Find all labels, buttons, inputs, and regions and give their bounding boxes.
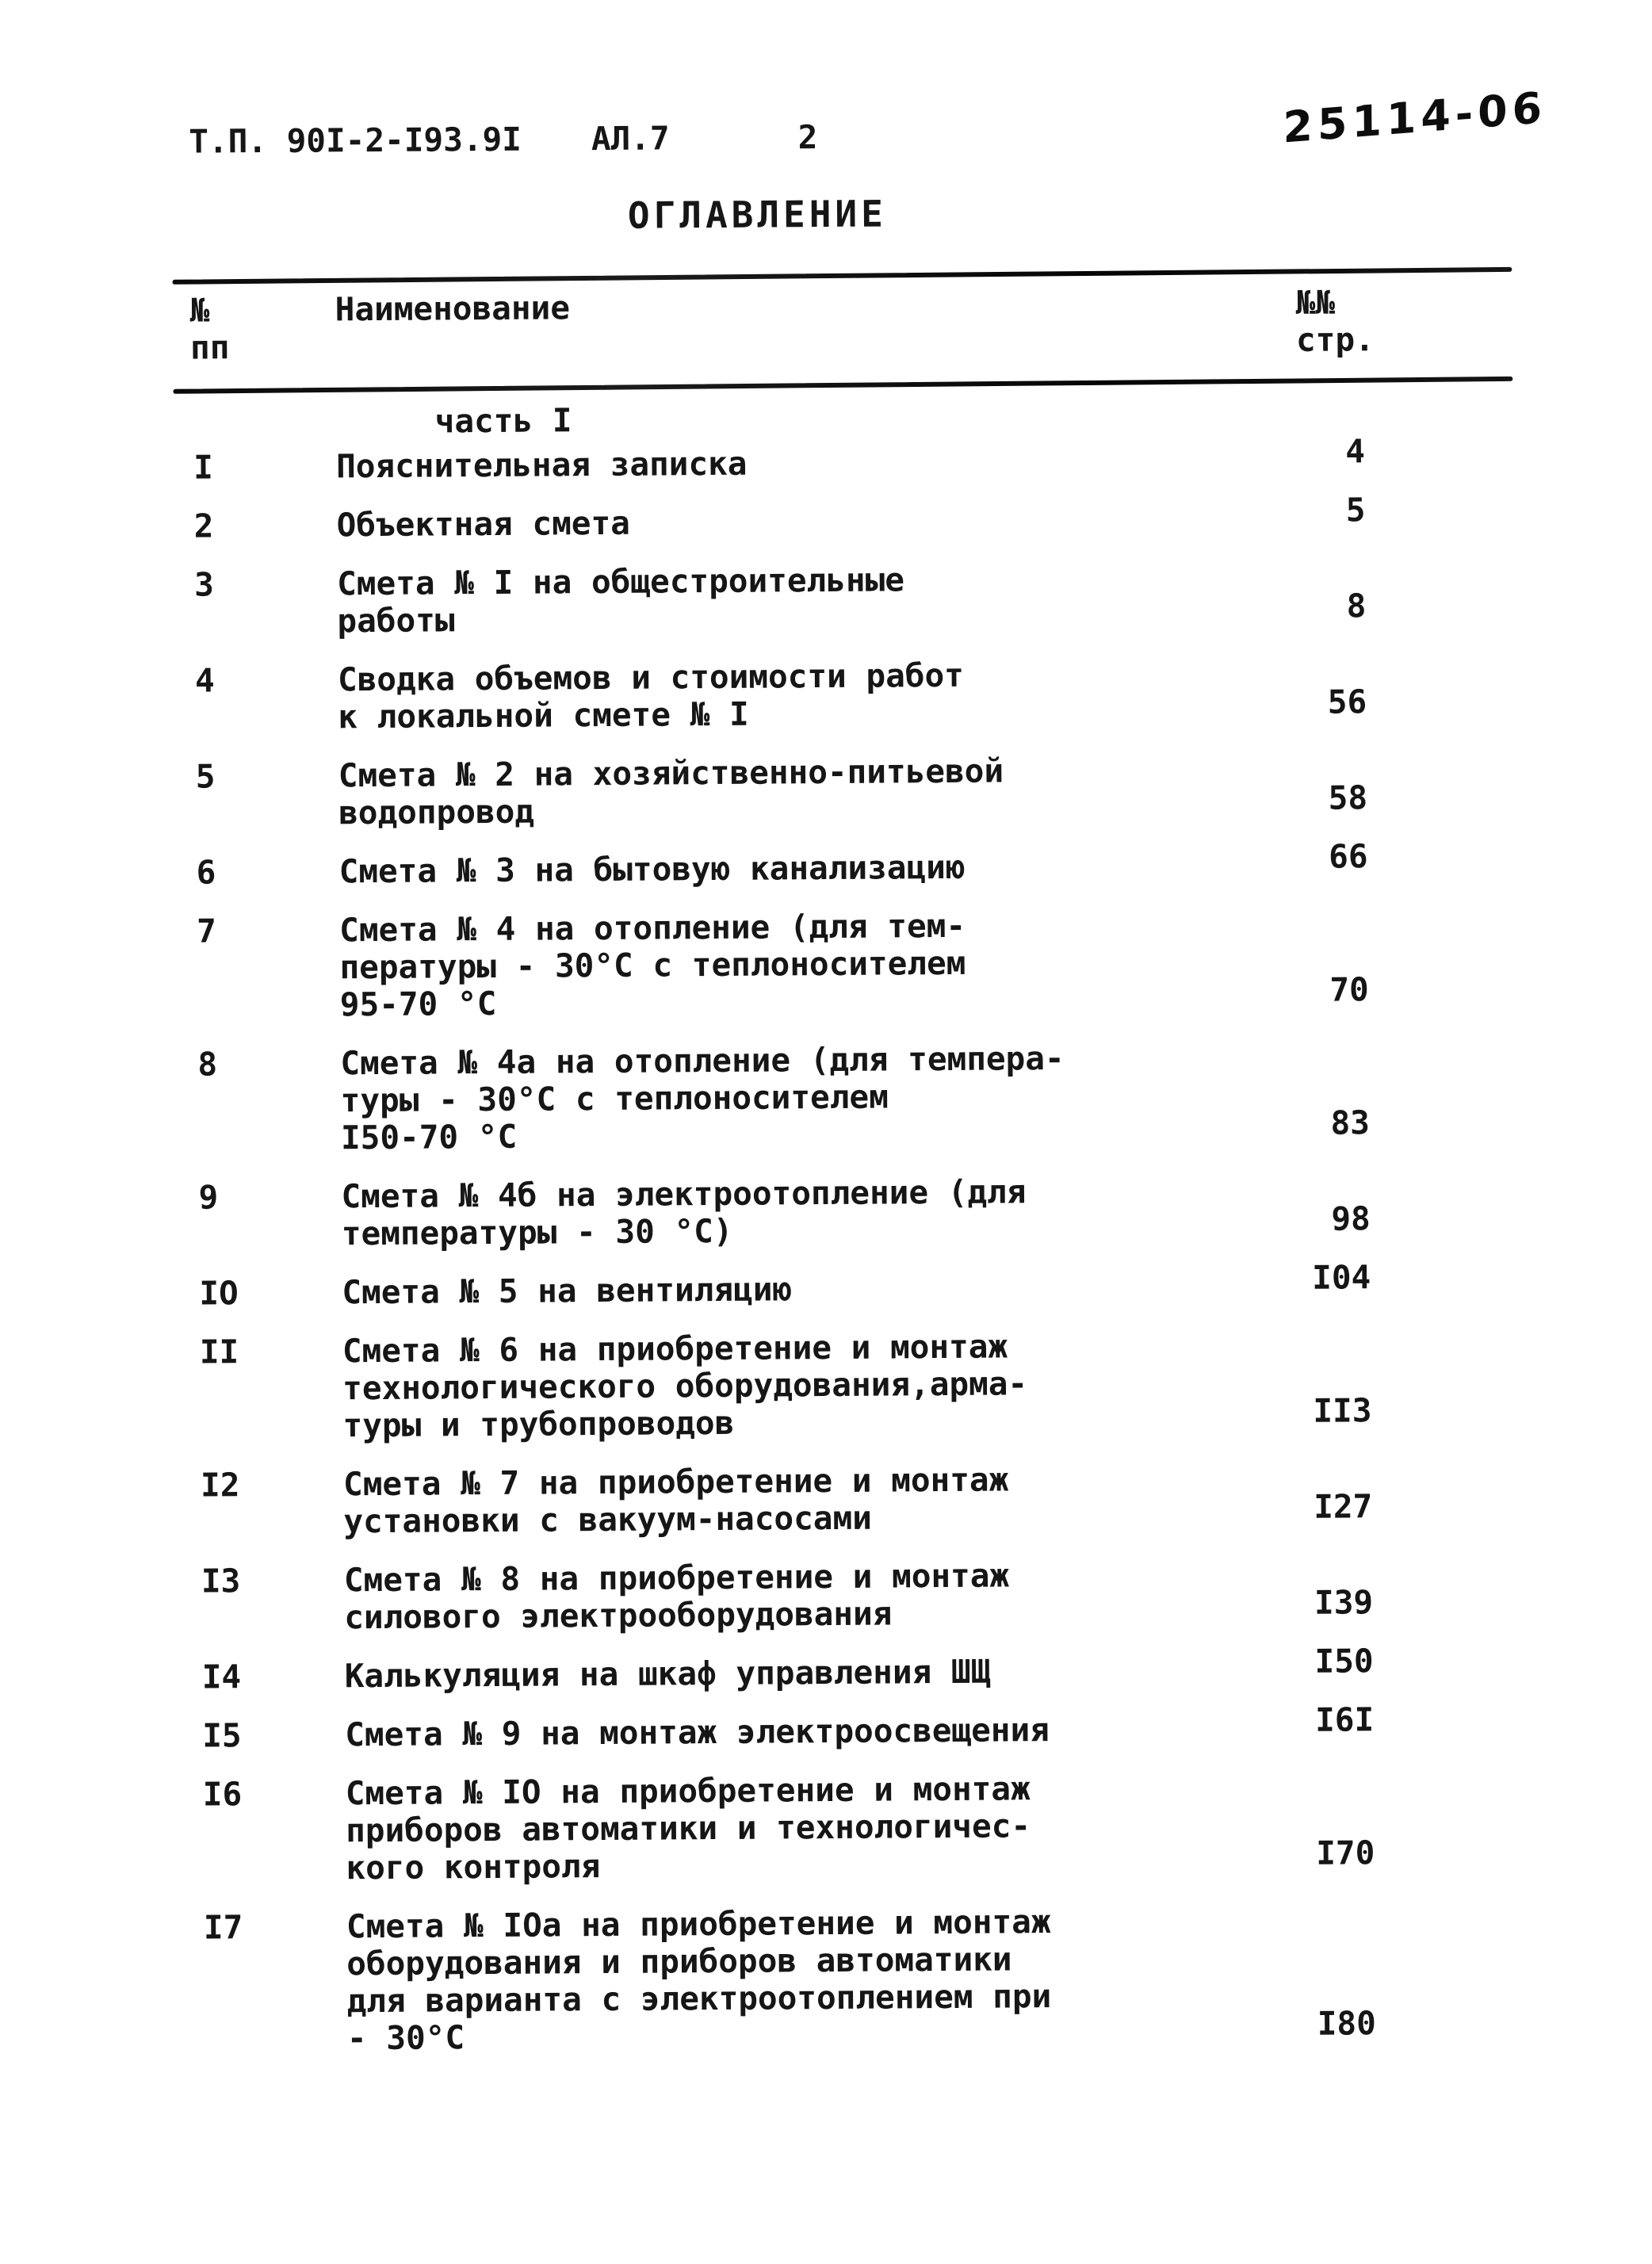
sheet-page-number: 2 <box>797 118 818 157</box>
row-page-cell: 8 <box>1346 587 1367 625</box>
table-row <box>191 491 1652 545</box>
row-page-cell: 56 <box>1327 683 1367 721</box>
row-name-cell: Смета № IOа на приобретение и монтаж оборудования и приборов автоматики для варианта с электроотоплением при - 30°С <box>346 1903 1052 2058</box>
row-page-cell: II3 <box>1313 1391 1372 1430</box>
row-name-cell: Смета № I на общестроительные работы <box>336 560 905 641</box>
row-number-cell: I6 <box>202 1775 243 1814</box>
column-header-name: Наименование <box>335 289 571 329</box>
table-row <box>195 1036 1652 1158</box>
row-number-cell: I3 <box>201 1562 241 1600</box>
table-header-row <box>190 282 1652 367</box>
row-page-cell: I27 <box>1314 1487 1373 1526</box>
table-row <box>193 748 1652 833</box>
table-row <box>192 556 1652 641</box>
table-row <box>193 652 1652 737</box>
row-number-cell: 8 <box>197 1045 218 1084</box>
row-number-cell: IO <box>199 1274 239 1313</box>
row-page-cell: 58 <box>1328 778 1368 817</box>
row-page-cell: I6I <box>1314 1700 1375 1739</box>
handwritten-inventory-number: 25114-06 <box>1282 82 1547 153</box>
row-number-cell: 2 <box>193 507 214 545</box>
row-name-cell: Смета № 8 на приобретение и монтаж силового электрооборудования <box>343 1556 1010 1637</box>
row-name-cell: Смета № 5 на вентиляцию <box>342 1270 793 1312</box>
doc-code: Т.П. 90I-2-I93.9I <box>189 120 522 161</box>
row-number-cell: I2 <box>200 1466 240 1505</box>
row-name-cell: Смета № 6 на приобретение и монтаж технологического оборудования,арма- туры и трубопроводов <box>342 1327 1028 1445</box>
row-name-cell: Пояснительная записка <box>335 444 748 486</box>
table-row <box>201 1899 1652 2059</box>
row-page-cell: I04 <box>1312 1258 1371 1297</box>
table-row <box>199 1553 1652 1638</box>
section-label: часть I <box>434 401 572 441</box>
row-page-cell: 5 <box>1345 491 1366 530</box>
row-number-cell: 3 <box>193 565 214 604</box>
row-name-cell: Смета № 4а на отопление (для темпера- туры - 30°С с теплоносителем I50-70 °С <box>340 1038 1065 1157</box>
table-row <box>200 1642 1652 1696</box>
row-page-cell: 70 <box>1329 970 1369 1009</box>
row-number-cell: 7 <box>197 912 217 950</box>
row-name-cell: Смета № 7 на приобретение и монтаж установки с вакуум-насосами <box>342 1460 1009 1541</box>
table-top-rule <box>172 267 1512 285</box>
row-page-cell: I80 <box>1317 2004 1377 2043</box>
row-page-cell: 66 <box>1329 837 1368 876</box>
row-name-cell: Объектная смета <box>336 503 631 545</box>
table-row <box>201 1766 1652 1888</box>
page-title: ОГЛАВЛЕНИЕ <box>627 192 888 237</box>
row-name-cell: Смета № IO на приобретение и монтаж приборов автоматики и технологичес- кого контроля <box>345 1769 1031 1887</box>
table-mid-rule <box>173 377 1512 394</box>
column-header-pages: №№ стр. <box>1295 283 1375 359</box>
row-number-cell: I <box>193 448 213 487</box>
row-number-cell: II <box>199 1333 239 1371</box>
table-row <box>194 903 1652 1025</box>
table-row <box>197 1324 1652 1446</box>
row-page-cell: I39 <box>1314 1583 1374 1622</box>
toc-rows <box>3 432 1652 2059</box>
row-page-cell: 4 <box>1345 432 1366 471</box>
row-page-cell: 98 <box>1331 1199 1371 1238</box>
table-row <box>197 1258 1652 1313</box>
row-number-cell: 5 <box>195 757 216 796</box>
row-number-cell: I7 <box>203 1908 243 1947</box>
table-row <box>191 432 1652 487</box>
document-header <box>189 82 1547 161</box>
row-name-cell: Сводка объемов и стоимости работ к локальной смете № I <box>337 656 965 736</box>
row-page-cell: I50 <box>1314 1642 1374 1681</box>
row-number-cell: I4 <box>201 1658 242 1696</box>
column-header-number: № пп <box>189 291 230 367</box>
table-row <box>194 837 1652 892</box>
row-page-cell: 83 <box>1330 1103 1371 1142</box>
row-name-cell: Смета № 9 на монтаж электроосвещения <box>345 1711 1050 1754</box>
table-row <box>198 1457 1652 1542</box>
row-name-cell: Смета № 3 на бытовую канализацию <box>338 847 966 891</box>
row-name-cell: Калькуляция на шкаф управления ШЩ <box>344 1652 991 1696</box>
row-number-cell: 6 <box>196 853 216 892</box>
row-number-cell: I5 <box>202 1716 242 1755</box>
row-name-cell: Смета № 2 на хозяйственно-питьевой водопровод <box>338 751 1004 832</box>
row-number-cell: 4 <box>194 661 215 700</box>
row-page-cell: I70 <box>1316 1834 1375 1872</box>
table-row <box>196 1169 1652 1254</box>
row-name-cell: Смета № 4б на электроотопление (для температуры - 30 °С) <box>341 1172 1027 1253</box>
album-code: АЛ.7 <box>591 119 670 159</box>
row-number-cell: 9 <box>198 1178 219 1217</box>
row-name-cell: Смета № 4 на отопление (для тем- пературы - 30°С с теплоносителем 95-70 °С <box>339 906 966 1024</box>
table-row <box>200 1700 1652 1755</box>
